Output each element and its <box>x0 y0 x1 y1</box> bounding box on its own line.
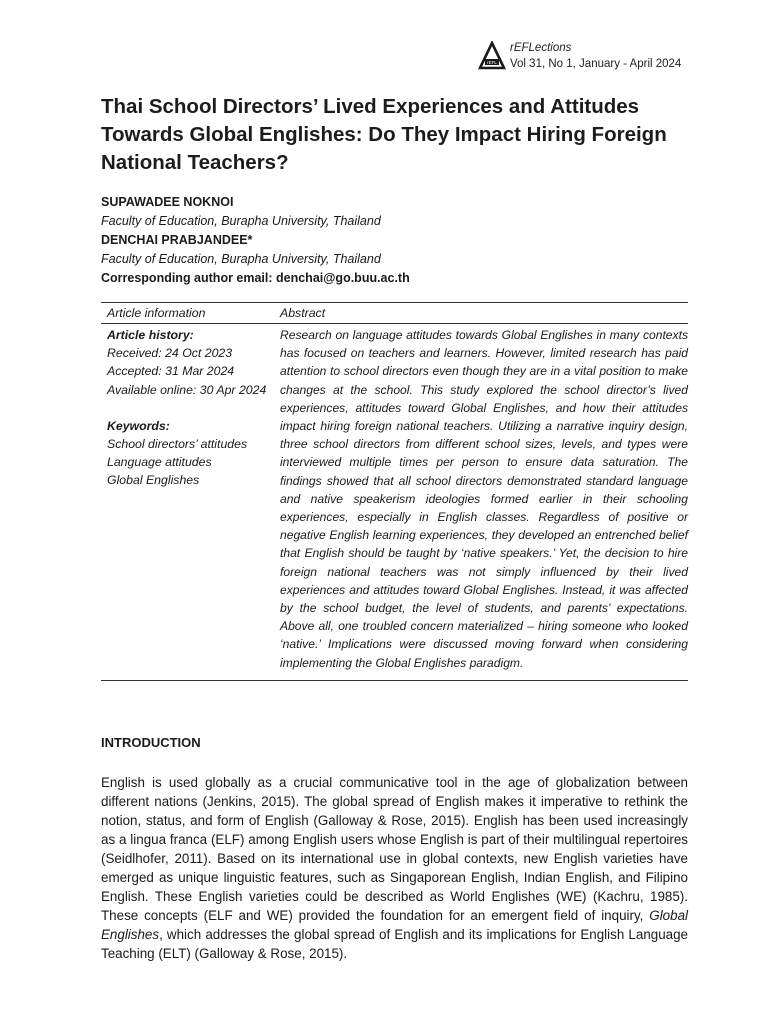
available-date: Available online: 30 Apr 2024 <box>107 382 267 397</box>
introduction-heading: INTRODUCTION <box>101 735 201 750</box>
table-bottom-rule <box>101 680 688 681</box>
journal-info <box>510 40 681 72</box>
article-info-heading: Article information <box>107 306 206 320</box>
journal-name: rEFLections <box>510 42 572 54</box>
spacer <box>107 399 280 417</box>
author-name: SUPAWADEE NOKNOI <box>101 195 234 209</box>
abstract-text: Research on language attitudes towards Global Englishes in many contexts has focused on teachers and learners. However, limited research has paid attention to school directors even though they are in a vital position to make changes at the school. This study explored the school director’s lived experiences, attitudes toward Global Englishes, and how their attitudes impact hiring foreign national teachers. Utilizing a narrative inquiry design, three school directors from different school sizes, levels, and types were interviewed multiple times per person to ensure data saturation. The findings showed that all school directors demonstrated standard language and native speakerism ideologies formed earlier in their schooling experiences, especially in English classes. Regardless of positive or negative English learning experiences, they developed an entrenched belief that English should be taught by ‘native speakers.’ Yet, the decision to hire foreign national teachers was not simply influenced by their lived experiences and attitudes toward Global Englishes. Instead, it was affected by the school budget, the level of students, and parents’ expectations. Above all, one troubled concern materialized – hiring someone who looked ‘native.’ Implications were discussed moving forward when considering implementing the Global Englishes paradigm. <box>280 328 688 670</box>
keywords-label: Keywords: <box>107 418 170 433</box>
paper-title: Thai School Directors’ Lived Experiences and Attitudes Towards Global Englishes: Do They Impact Hiring Foreign National Teachers? <box>101 95 667 174</box>
intro-text-start: English is used globally as a crucial communicative tool in the age of globalization between different nations (Jenkins, 2015). The global spread of English makes it imperative to rethink the notion, status, and form of English (Galloway & Rose, 2015). English has been used increasingly as a lingua franca (ELF) among English users whose English is part of their multilingual repertoires (Seidlhofer, 2011). Based on its international use in global contexts, new English varieties have emerged as unique linguistic features, such as Singaporean English, Indian English, and Filipino English. These English varieties could be described as World Englishes (WE) (Kachru, 1985). These concepts (ELF and WE) provided the foundation for an emergent field of inquiry, <box>101 775 688 923</box>
table-body <box>101 324 688 680</box>
accepted-date: Accepted: 31 Mar 2024 <box>107 364 235 379</box>
author-block <box>101 193 688 288</box>
journal-issue: Vol 31, No 1, January - April 2024 <box>510 58 682 70</box>
table-header-row <box>101 303 688 323</box>
article-info-table <box>101 302 688 681</box>
abstract-heading: Abstract <box>280 306 326 320</box>
author-affiliation: Faculty of Education, Burapha University, Thailand <box>101 214 381 228</box>
journal-logo-icon <box>478 41 506 71</box>
intro-text-end: , which addresses the global spread of English and its implications for English Language Teaching (ELT) (Galloway & Rose, 2015). <box>101 927 688 961</box>
keyword: School directors’ attitudes <box>107 437 248 452</box>
keyword: Language attitudes <box>107 455 212 470</box>
journal-header <box>478 40 681 72</box>
author-name: DENCHAI PRABJANDEE* <box>101 233 253 247</box>
article-info-column <box>101 326 280 672</box>
svg-text:rEFL: rEFL <box>487 60 497 65</box>
keyword: Global Englishes <box>107 473 200 488</box>
received-date: Received: 24 Oct 2023 <box>107 346 233 361</box>
intro-text-italic: Global Englishes <box>101 908 688 942</box>
history-label: Article history: <box>107 328 194 342</box>
author-affiliation: Faculty of Education, Burapha University, Thailand <box>101 252 381 266</box>
corresponding-author-email[interactable]: Corresponding author email: denchai@go.buu.ac.th <box>101 271 410 285</box>
introduction-paragraph <box>101 773 688 963</box>
